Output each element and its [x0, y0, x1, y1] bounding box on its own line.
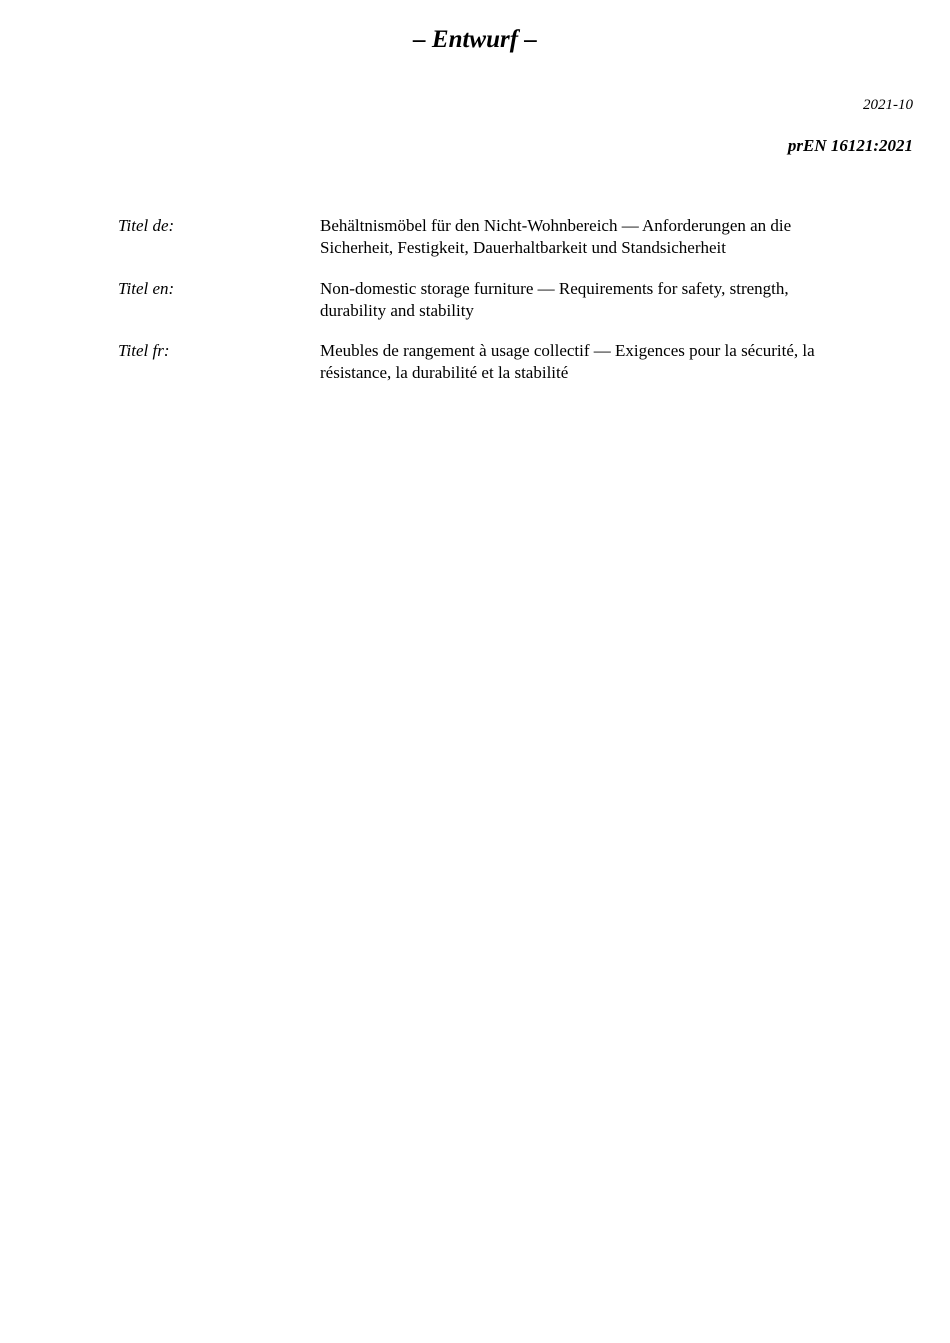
- title-label: Titel de:: [118, 216, 175, 235]
- title-label: Titel fr:: [118, 341, 170, 360]
- title-line: Non-domestic storage furniture — Requirements for safety, strength,: [320, 279, 789, 298]
- title-line: Behältnismöbel für den Nicht-Wohnbereich — Anforderungen an die: [320, 216, 792, 235]
- title-label: Titel en:: [118, 279, 175, 298]
- title-line: Sicherheit, Festigkeit, Dauerhaltbarkeit und Standsicherheit: [320, 238, 726, 257]
- title-value: [320, 215, 791, 259]
- draft-heading: – Entwurf –: [413, 26, 537, 53]
- document-date: 2021-10: [863, 97, 913, 113]
- title-line: Meubles de rangement à usage collectif — Exigences pour la sécurité, la: [320, 341, 815, 360]
- title-line: résistance, la durabilité et la stabilité: [320, 363, 569, 382]
- document-id: prEN 16121:2021: [787, 136, 913, 155]
- title-value: [320, 278, 789, 322]
- title-value: [320, 340, 815, 384]
- title-line: durability and stability: [320, 301, 474, 320]
